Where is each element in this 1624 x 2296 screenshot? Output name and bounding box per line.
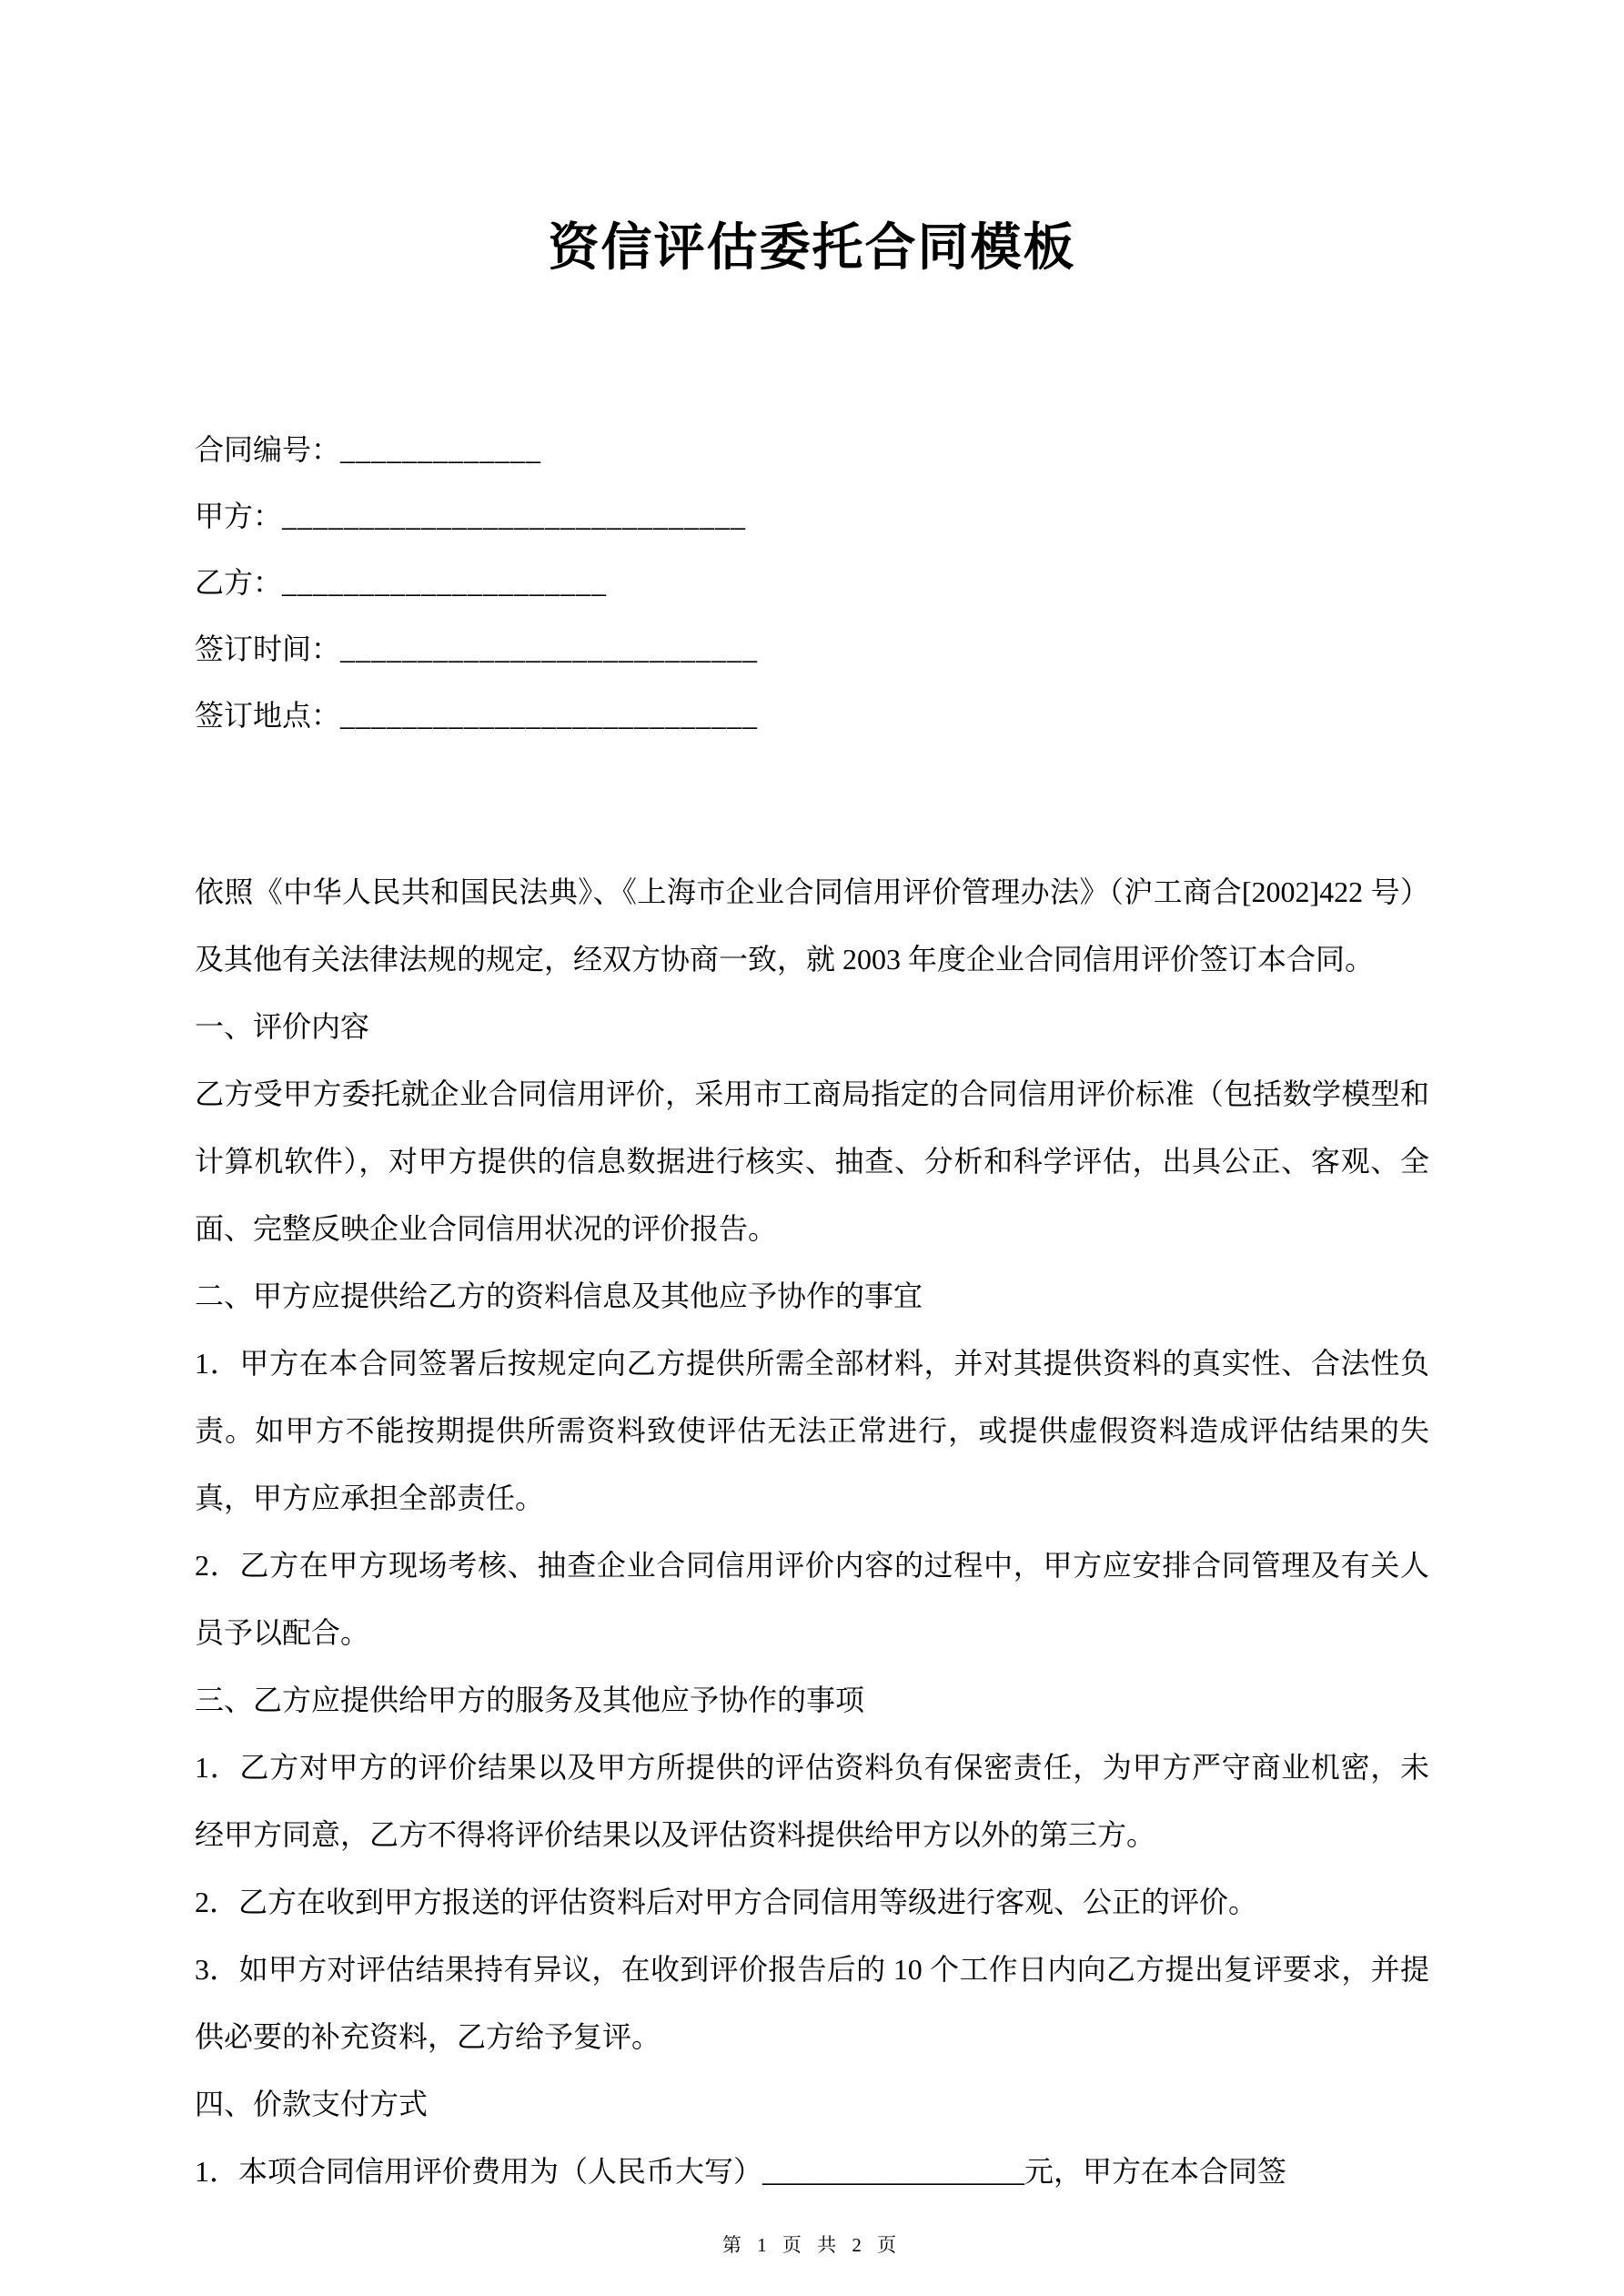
section-heading-2: 二、甲方应提供给乙方的资料信息及其他应予协作的事宜: [195, 1279, 923, 1312]
contract-body: [195, 858, 1429, 2205]
field-signing-place-blank: ___________________________: [340, 699, 759, 732]
field-contract-number: [195, 417, 1429, 483]
field-party-b-blank: _____________________: [282, 566, 608, 599]
paragraph-section-1-body: 乙方受甲方委托就企业合同信用评价，采用市工商局指定的合同信用评价标准（包括数学模型和计算机软件），对甲方提供的信息数据进行核实、抽查、分析和科学评估，出具公正、客观、全面、完整反映企业合同信用状况的评价报告。: [195, 1077, 1429, 1245]
field-party-b-label: 乙方：: [195, 566, 283, 599]
paragraph-section-3-item-1: 1．乙方对甲方的评价结果以及甲方所提供的评估资料负有保密责任，为甲方严守商业机密，未经甲方同意，乙方不得将评价结果以及评估资料提供给甲方以外的第三方。: [195, 1751, 1429, 1851]
field-signing-place: [195, 683, 1429, 749]
paragraph-section-2-item-2: 2．乙方在甲方现场考核、抽查企业合同信用评价内容的过程中，甲方应安排合同管理及有关人员予以配合。: [195, 1549, 1429, 1649]
field-party-b: [195, 550, 1429, 616]
field-party-a-label: 甲方：: [195, 500, 283, 532]
document-title: 资信评估委托合同模板: [548, 220, 1076, 277]
field-signing-date-label: 签订时间：: [195, 632, 341, 665]
field-contract-number-label: 合同编号：: [195, 433, 341, 466]
field-contract-number-blank: _____________: [340, 433, 542, 466]
section-heading-4: 四、价款支付方式: [195, 2088, 429, 2120]
field-signing-date-blank: ___________________________: [340, 632, 759, 665]
field-signing-place-label: 签订地点：: [195, 699, 341, 732]
section-heading-1: 一、评价内容: [195, 1010, 370, 1043]
field-party-a-blank: ______________________________: [282, 500, 747, 532]
paragraph-section-4-item-1: 1．本项合同信用评价费用为（人民币大写）__________________元，甲方在本合同签: [195, 2155, 1287, 2188]
contract-header-fields: [195, 417, 1429, 749]
section-heading-3: 三、乙方应提供给甲方的服务及其他应予协作的事项: [195, 1684, 865, 1716]
paragraph-section-2-item-1: 1．甲方在本合同签署后按规定向乙方提供所需全部材料，并对其提供资料的真实性、合法性负责。如甲方不能按期提供所需资料致使评估无法正常进行，或提供虚假资料造成评估结果的失真，甲方应承担全部责任。: [195, 1347, 1429, 1514]
field-signing-date: [195, 616, 1429, 683]
paragraph-section-3-item-3: 3．如甲方对评估结果持有异议，在收到评价报告后的 10 个工作日内向乙方提出复评要求，并提供必要的补充资料，乙方给予复评。: [195, 1953, 1429, 2053]
field-party-a: [195, 483, 1429, 550]
page-number-footer: 第 1 页 共 2 页: [721, 2234, 903, 2256]
paragraph-preamble: 依照《中华人民共和国民法典》、《上海市企业合同信用评价管理办法》（沪工商合[2002]422 号）及其他有关法律法规的规定，经双方协商一致，就 2003 年度企业合同信用评价签订本合同。: [195, 875, 1429, 976]
paragraph-section-3-item-2: 2．乙方在收到甲方报送的评估资料后对甲方合同信用等级进行客观、公正的评价。: [195, 1886, 1258, 1918]
